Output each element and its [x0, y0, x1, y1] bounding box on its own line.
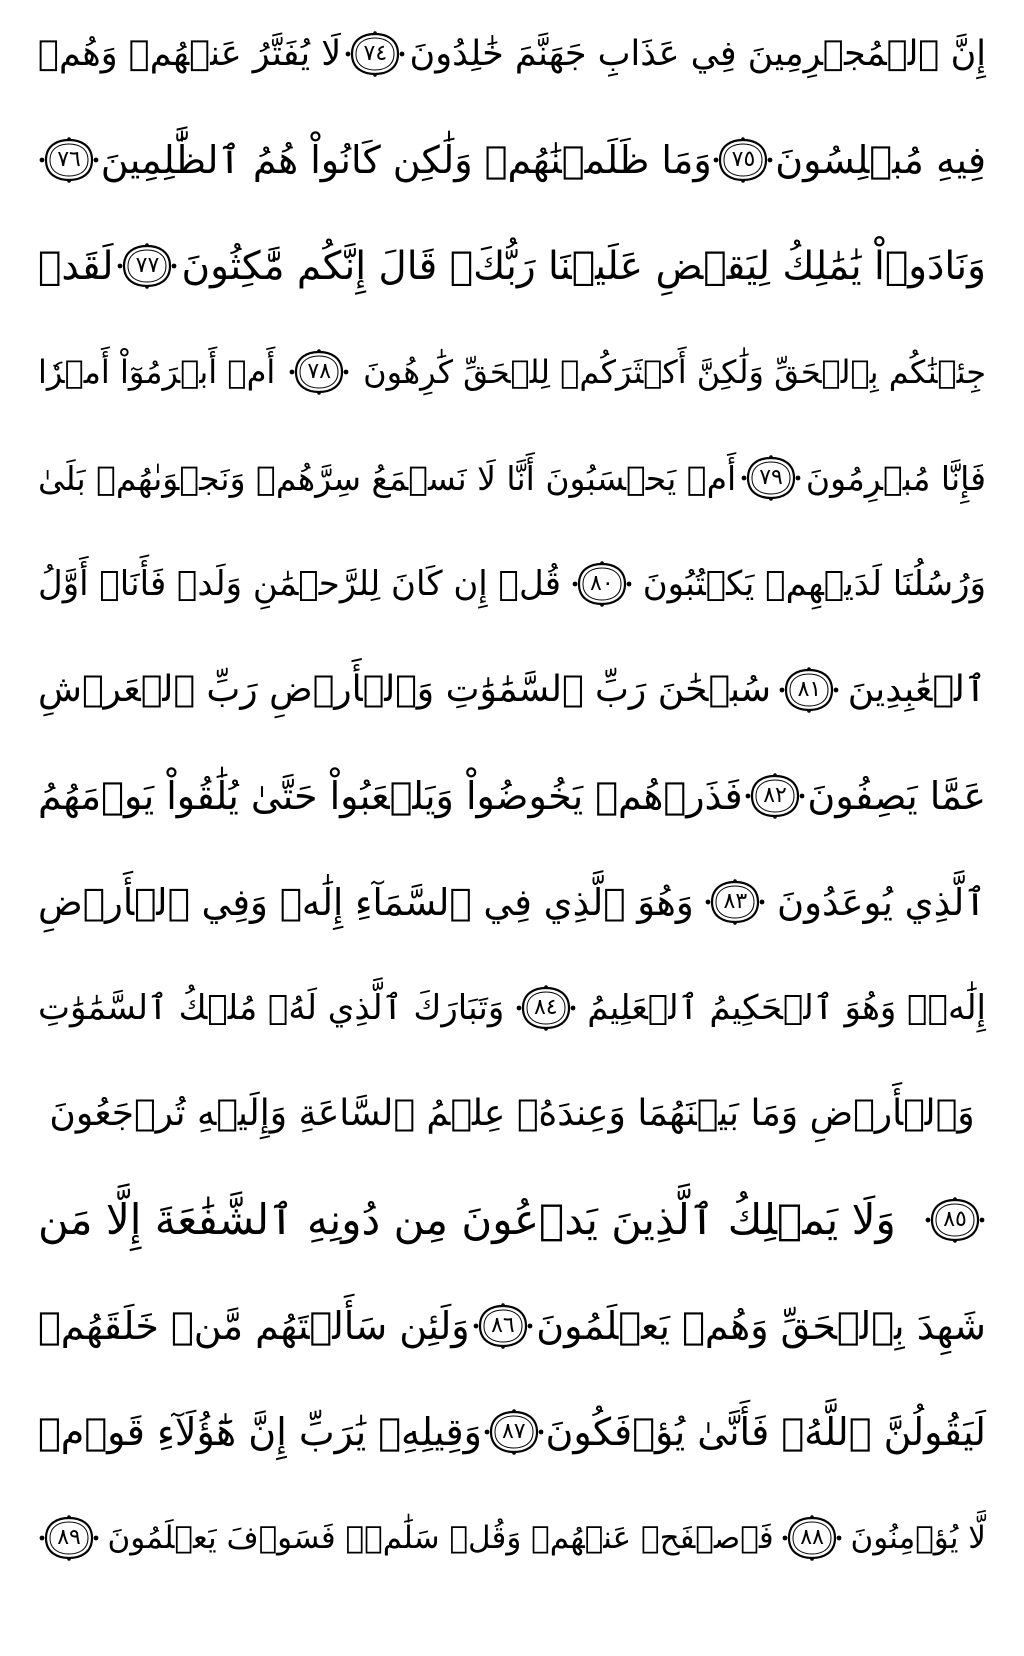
verse-text: وَرُسُلُنَا لَدَيۡهِمۡ يَكۡتُبُونَ	[642, 564, 986, 604]
verse-text: لَا يُفَتَّرُ عَنۡهُمۡ وَهُمۡ	[38, 33, 342, 74]
verse-line	[38, 432, 986, 524]
verse-text: إِلَٰهٞۚ وَهُوَ ٱلۡحَكِيمُ ٱلۡعَلِيمُ	[587, 988, 986, 1028]
ayah-number-marker	[712, 137, 774, 183]
verse-line	[38, 1280, 986, 1372]
ayah-number-marker	[571, 561, 633, 607]
verse-text: وَٱلۡأَرۡضِ وَمَا بَيۡنَهُمَا وَعِندَهُۥ عِلۡمُ ٱلسَّاعَةِ وَإِلَيۡهِ تُرۡجَعُونَ	[49, 1093, 975, 1134]
verse-text: إِنَّ ٱلۡمُجۡرِمِينَ فِي عَذَابِ جَهَنَّمَ خَٰلِدُونَ	[409, 33, 986, 74]
ayah-number-marker	[781, 1515, 843, 1561]
verse-line	[38, 856, 986, 948]
ayah-number: ٧٧	[135, 253, 160, 278]
ayah-number: ٨٤	[533, 995, 558, 1020]
verse-text: ٱلۡعَٰبِدِينَ	[847, 669, 986, 710]
verse-line	[38, 538, 986, 630]
verse-text: لَّا يُؤۡمِنُونَ	[850, 1519, 986, 1556]
verse-line	[38, 644, 986, 736]
ayah-number: ٨٣	[723, 889, 748, 914]
ayah-number: ٨٦	[491, 1313, 515, 1338]
verse-line	[38, 1386, 986, 1478]
ayah-number: ٨٥	[943, 1207, 967, 1232]
verse-text: أَمۡ يَحۡسَبُونَ أَنَّا لَا نَسۡمَعُ سِرَّهُمۡ وَنَجۡوَىٰهُمۚ بَلَىٰ	[38, 458, 737, 498]
verse-line	[38, 750, 986, 842]
verse-text: وَلَا يَمۡلِكُ ٱلَّذِينَ يَدۡعُونَ مِن دُونِهِ ٱلشَّفَٰعَةَ إِلَّا مَن	[38, 1195, 896, 1244]
ayah-number: ٨٧	[501, 1419, 526, 1444]
ayah-number: ٧٨	[307, 359, 332, 384]
verse-text: فَإِنَّا مُبۡرِمُونَ	[805, 458, 986, 498]
ayah-number-marker	[740, 455, 802, 501]
ayah-number: ٨٩	[57, 1525, 81, 1550]
verse-line	[38, 220, 986, 312]
ayah-number-marker	[515, 985, 577, 1031]
ayah-number: ٧٩	[759, 465, 783, 490]
ayah-number: ٨١	[797, 677, 822, 702]
verse-text: وَمَا ظَلَمۡنَٰهُمۡ وَلَٰكِن كَانُواْ هُمُ ٱلظَّٰلِمِينَ	[100, 138, 712, 182]
ayah-number-marker	[778, 667, 840, 713]
ayah-number-marker	[924, 1197, 986, 1243]
verse-text: وَهُوَ ٱلَّذِي فِي ٱلسَّمَآءِ إِلَٰهٞ وَفِي ٱلۡأَرۡضِ	[38, 880, 694, 924]
verse-text: سُبۡحَٰنَ رَبِّ ٱلسَّمَٰوَٰتِ وَٱلۡأَرۡضِ رَبِّ ٱلۡعَرۡشِ	[38, 669, 772, 710]
ayah-number: ٧٤	[363, 41, 388, 66]
verse-text: لَيَقُولُنَّ ٱللَّهُۖ فَأَنَّىٰ يُؤۡفَكُونَ	[545, 1410, 986, 1454]
ayah-number-marker	[38, 1515, 100, 1561]
verse-text: وَقِيلِهِۦ يَٰرَبِّ إِنَّ هَٰٓؤُلَآءِ قَوۡمٞ	[38, 1410, 482, 1454]
verse-text: جِئۡنَٰكُم بِٱلۡحَقِّ وَلَٰكِنَّ أَكۡثَرَكُمۡ لِلۡحَقِّ كَٰرِهُونَ	[363, 353, 986, 391]
ayah-number-marker	[483, 1409, 545, 1455]
verse-text: قُلۡ إِن كَانَ لِلرَّحۡمَٰنِ وَلَدٞ فَأَنَا۠ أَوَّلُ	[38, 564, 561, 604]
verse-text: عَمَّا يَصِفُونَ	[807, 774, 986, 818]
verse-line	[38, 1492, 986, 1584]
ayah-number: ٨٨	[800, 1525, 824, 1550]
verse-text: فَٱصۡفَحۡ عَنۡهُمۡ وَقُلۡ سَلَٰمٞۚ فَسَوۡفَ يَعۡلَمُونَ	[107, 1519, 774, 1556]
verse-line	[38, 114, 986, 206]
ayah-number-marker	[38, 137, 100, 183]
ayah-number-marker	[116, 243, 178, 289]
verse-text: فَذَرۡهُمۡ يَخُوضُواْ وَيَلۡعَبُواْ حَتَّىٰ يُلَٰقُواْ يَوۡمَهُمُ	[38, 774, 743, 818]
verse-text: وَلَئِن سَأَلۡتَهُم مَّنۡ خَلَقَهُمۡ	[38, 1304, 470, 1348]
ayah-number-marker	[472, 1303, 534, 1349]
ayah-number-marker	[744, 773, 806, 819]
verse-line	[38, 1068, 986, 1160]
verse-text: وَنَادَوۡاْ يَٰمَٰلِكُ لِيَقۡضِ عَلَيۡنَا رَبُّكَۖ قَالَ إِنَّكُم مَّٰكِثُونَ	[181, 243, 986, 289]
ayah-number-marker	[344, 31, 406, 77]
verse-text: لَقَدۡ	[38, 243, 114, 289]
verse-text: أَمۡ أَبۡرَمُوٓاْ أَمۡرٗا	[38, 353, 276, 391]
ayah-number: ٨٢	[763, 783, 787, 808]
verse-text: شَهِدَ بِٱلۡحَقِّ وَهُمۡ يَعۡلَمُونَ	[536, 1304, 986, 1348]
ayah-number: ٧٦	[57, 147, 81, 172]
ayah-number-marker	[704, 879, 766, 925]
verse-text: ٱلَّذِي يُوعَدُونَ	[776, 880, 986, 924]
verse-line	[38, 962, 986, 1054]
verse-text: وَتَبَارَكَ ٱلَّذِي لَهُۥ مُلۡكُ ٱلسَّمَٰوَٰتِ	[38, 988, 505, 1028]
verse-text: فِيهِ مُبۡلِسُونَ	[775, 138, 986, 182]
verse-line	[38, 1174, 986, 1266]
verse-line	[38, 326, 986, 418]
ayah-number: ٧٥	[731, 147, 756, 172]
ayah-number: ٨٠	[590, 571, 614, 596]
verse-line	[38, 8, 986, 100]
ayah-number-marker	[288, 349, 350, 395]
